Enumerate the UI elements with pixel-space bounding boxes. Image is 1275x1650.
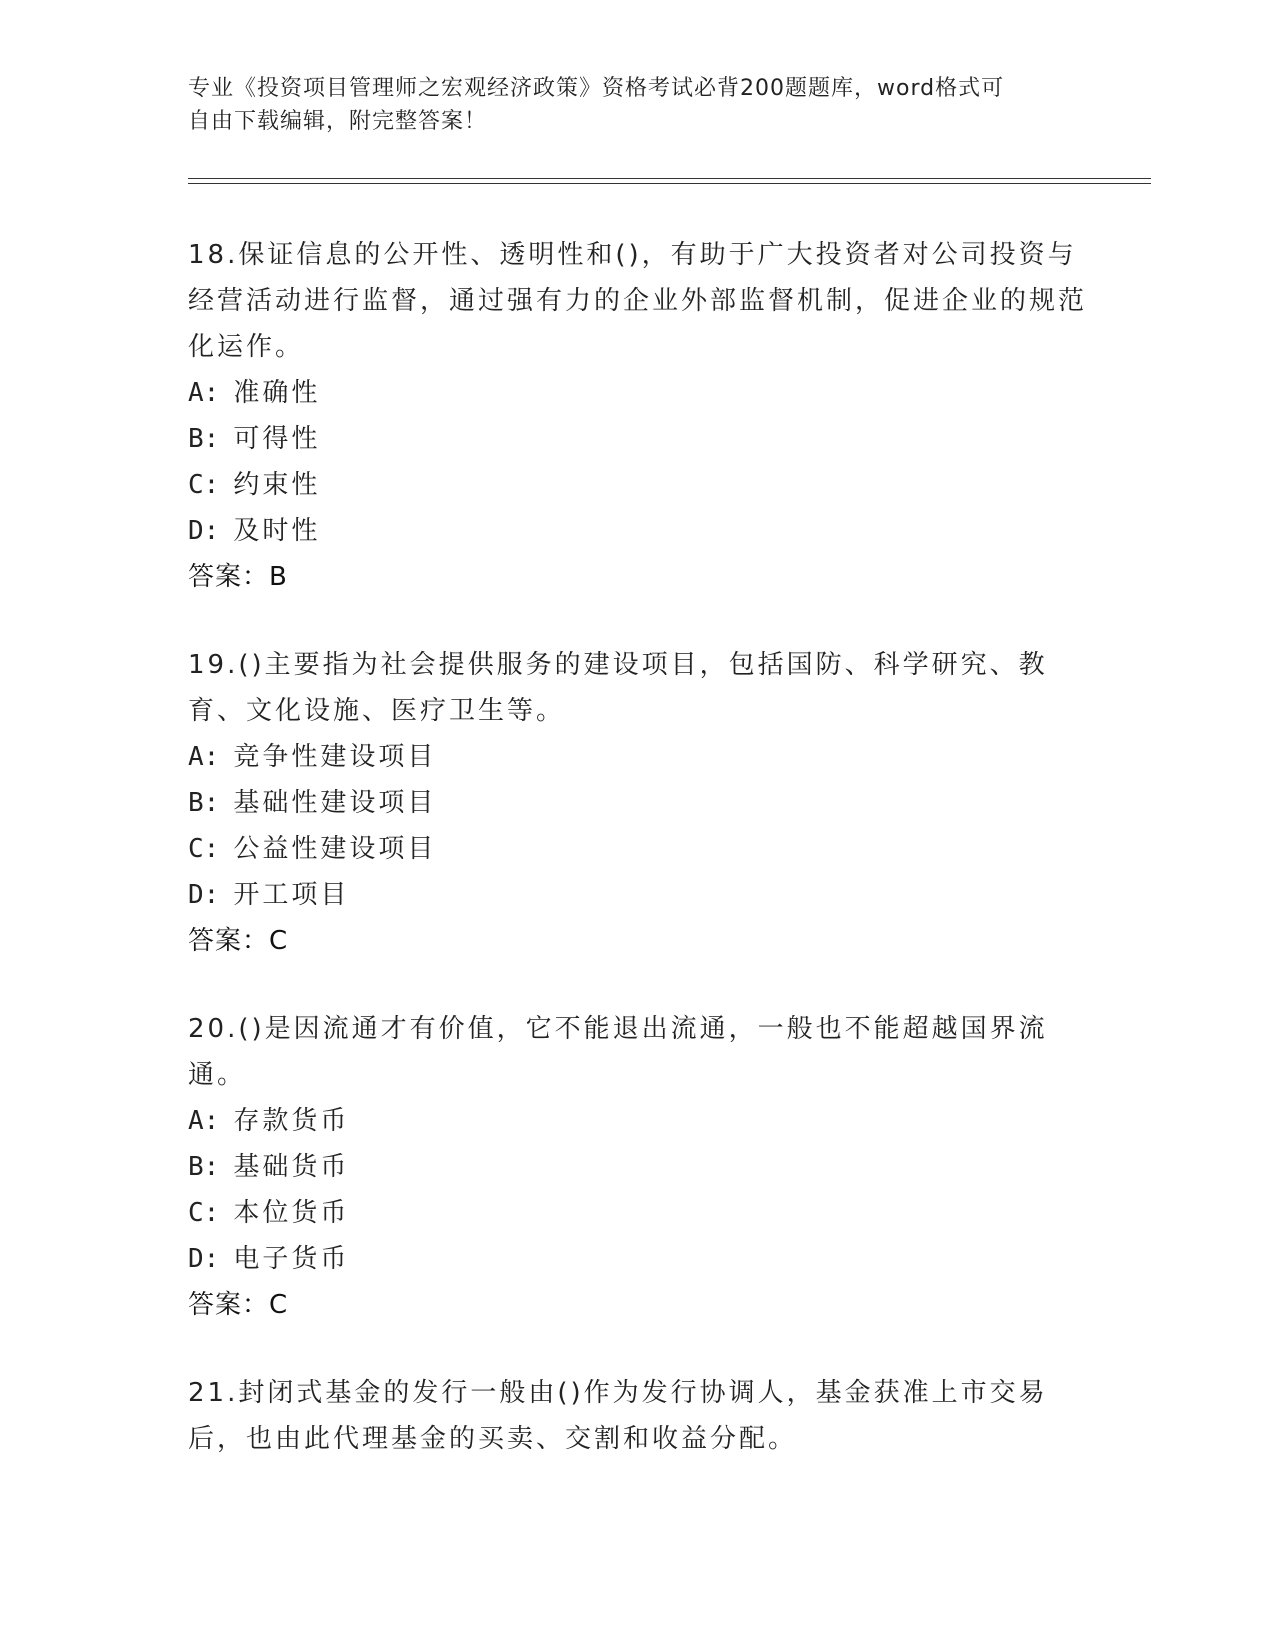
question-text: 18.保证信息的公开性、透明性和()，有助于广大投资者对公司投资与经营活动进行监督，通过强有力的企业外部监督机制，促进企业的规范化运作。	[188, 240, 1088, 362]
option-letter: A	[188, 378, 204, 408]
option-text: 本位货币	[233, 1198, 350, 1228]
option-letter: B	[188, 1152, 204, 1182]
option-separator: :	[203, 1152, 220, 1182]
header-divider-bottom	[188, 183, 1151, 184]
option-letter: D	[188, 880, 204, 910]
option-b	[188, 1144, 1088, 1190]
option-separator: :	[203, 378, 220, 408]
option-text: 基础货币	[233, 1152, 350, 1182]
answer-line: 答案：C	[188, 1290, 289, 1320]
question-text: 21.封闭式基金的发行一般由()作为发行协调人，基金获准上市交易后，也由此代理基金的买卖、交割和收益分配。	[188, 1378, 1048, 1454]
option-separator: :	[203, 424, 220, 454]
question-20	[188, 1006, 1088, 1328]
option-separator: :	[203, 1244, 220, 1274]
question-list	[188, 232, 1088, 1504]
option-separator: :	[203, 788, 220, 818]
option-letter: C	[188, 834, 204, 864]
option-text: 存款货币	[233, 1106, 350, 1136]
option-c	[188, 1190, 1088, 1236]
answer-line: 答案：B	[188, 562, 288, 592]
option-letter: A	[188, 1106, 204, 1136]
option-letter: C	[188, 1198, 204, 1228]
question-21	[188, 1370, 1088, 1462]
document-header	[188, 72, 1068, 138]
question-text: 19.()主要指为社会提供服务的建设项目，包括国防、科学研究、教育、文化设施、医疗卫生等。	[188, 650, 1048, 726]
option-b	[188, 780, 1088, 826]
option-d	[188, 508, 1088, 554]
option-text: 公益性建设项目	[233, 834, 437, 864]
option-text: 开工项目	[233, 880, 350, 910]
option-text: 可得性	[233, 424, 321, 454]
option-letter: B	[188, 424, 204, 454]
option-text: 约束性	[233, 470, 321, 500]
option-text: 基础性建设项目	[233, 788, 437, 818]
question-18	[188, 232, 1088, 600]
header-divider-top	[188, 178, 1151, 179]
option-letter: C	[188, 470, 204, 500]
option-text: 准确性	[233, 378, 321, 408]
option-d	[188, 1236, 1088, 1282]
option-b	[188, 416, 1088, 462]
option-a	[188, 370, 1088, 416]
option-c	[188, 462, 1088, 508]
question-19	[188, 642, 1088, 964]
option-separator: :	[203, 742, 220, 772]
option-separator: :	[203, 1106, 220, 1136]
option-letter: D	[188, 516, 204, 546]
header-title-line-2: 自由下载编辑，附完整答案！	[188, 109, 488, 134]
option-c	[188, 826, 1088, 872]
option-text: 电子货币	[233, 1244, 350, 1274]
header-title-line-1: 专业《投资项目管理师之宏观经济政策》资格考试必背200题题库，word格式可	[188, 76, 1005, 101]
option-a	[188, 1098, 1088, 1144]
option-separator: :	[203, 516, 220, 546]
option-separator: :	[203, 834, 220, 864]
option-separator: :	[203, 1198, 220, 1228]
option-letter: A	[188, 742, 204, 772]
option-a	[188, 734, 1088, 780]
option-text: 竞争性建设项目	[233, 742, 437, 772]
option-letter: D	[188, 1244, 204, 1274]
option-separator: :	[203, 880, 220, 910]
question-text: 20.()是因流通才有价值，它不能退出流通，一般也不能超越国界流通。	[188, 1014, 1048, 1090]
option-separator: :	[203, 470, 220, 500]
option-d	[188, 872, 1088, 918]
option-text: 及时性	[233, 516, 321, 546]
option-letter: B	[188, 788, 204, 818]
answer-line: 答案：C	[188, 926, 289, 956]
